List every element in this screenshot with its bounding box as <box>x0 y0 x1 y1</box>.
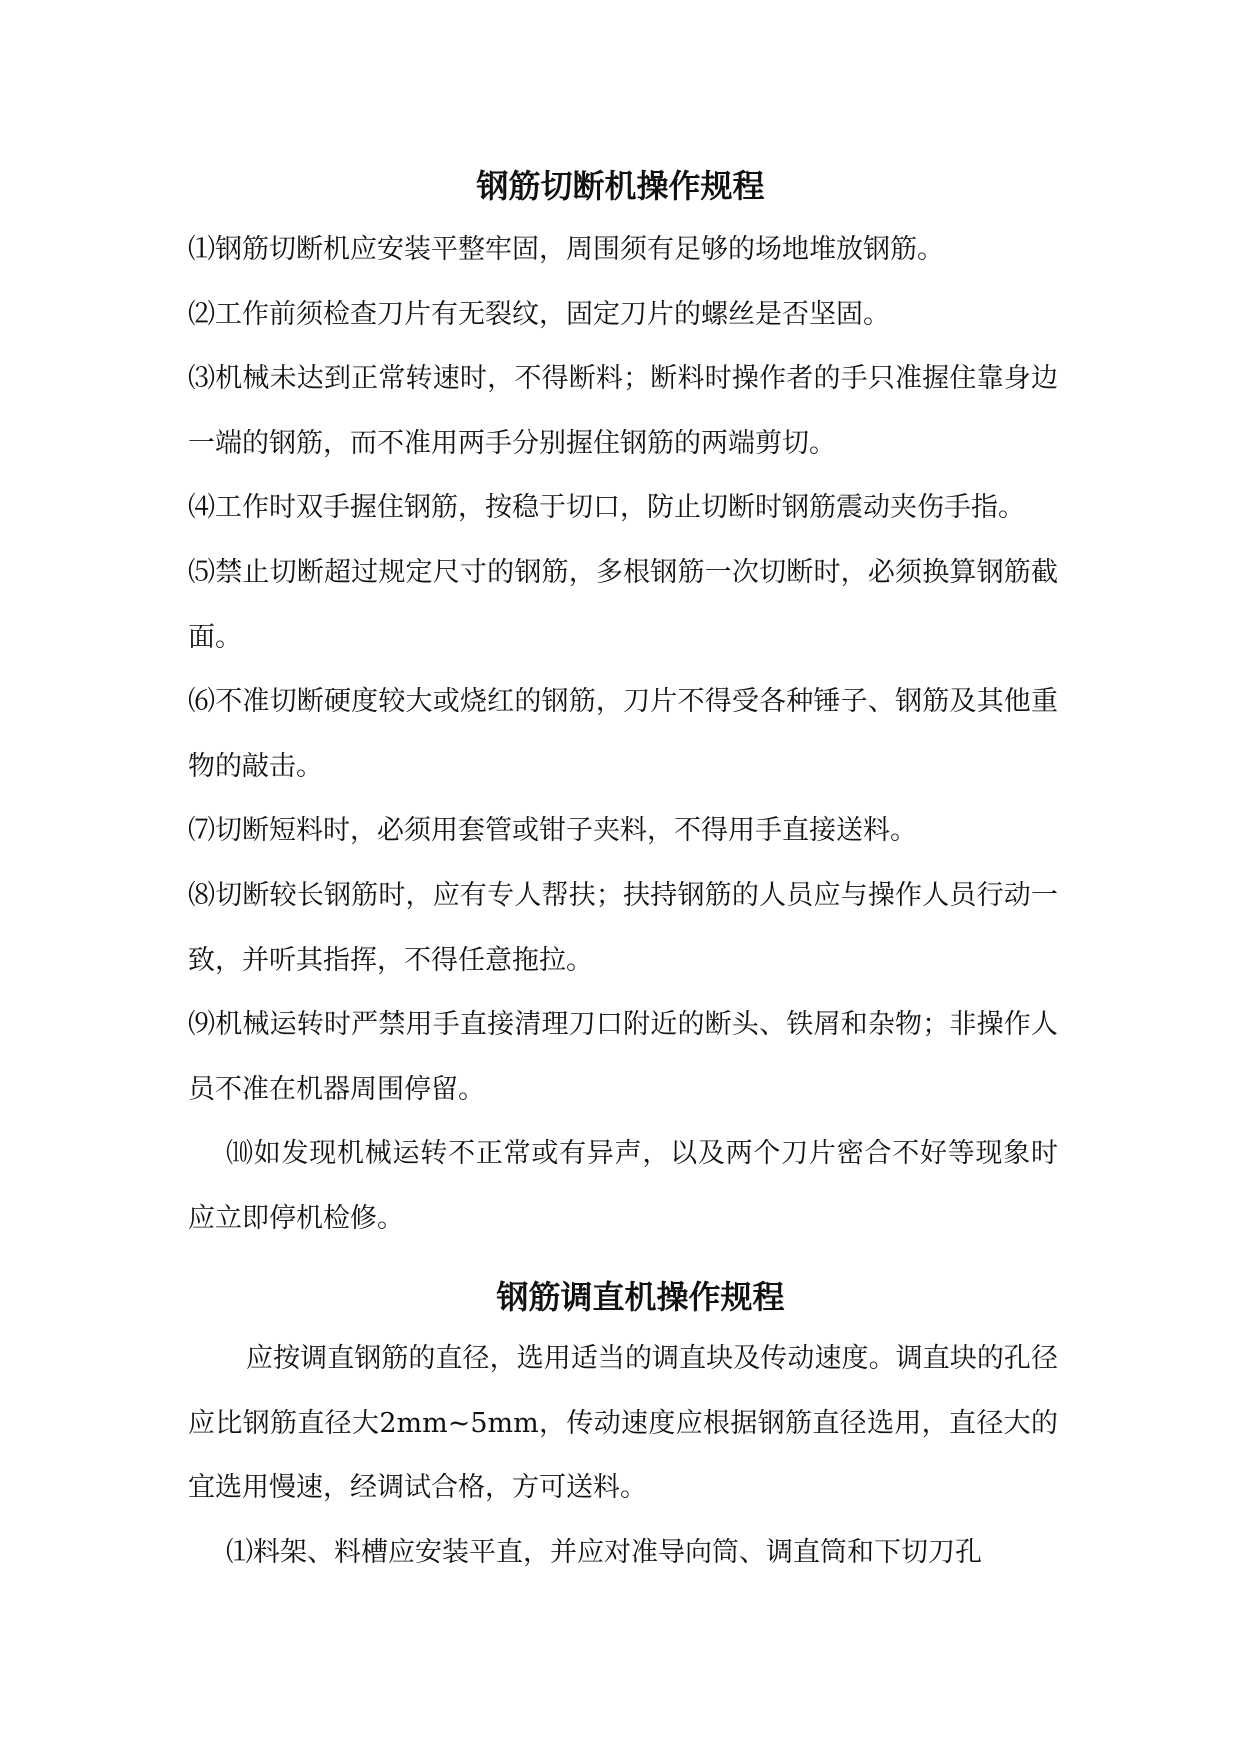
section-body-straightener <box>188 1327 1058 1585</box>
rule-item-8: ⑻切断较长钢筋时，应有专人帮扶；扶持钢筋的人员应与操作人员行动一致，并听其指挥，不得任意拖拉。 <box>188 879 1058 976</box>
rule-item-9: ⑼机械运转时严禁用手直接清理刀口附近的断头、铁屑和杂物；非操作人员不准在机器周围停留。 <box>188 1009 1058 1105</box>
rule-item-3: ⑶机械未达到正常转速时，不得断料；断料时操作者的手只准握住靠身边一端的钢筋，而不准用两手分别握住钢筋的两端剪切。 <box>188 363 1058 459</box>
rule-item-5: ⑸禁止切断超过规定尺寸的钢筋，多根钢筋一次切断时，必须换算钢筋截面。 <box>188 556 1058 653</box>
rule-item-4: ⑷工作时双手握住钢筋，按稳于切口，防止切断时钢筋震动夹伤手指。 <box>188 492 1025 524</box>
rule-item-1: ⑴料架、料槽应安装平直，并应对准导向筒、调直筒和下切刀孔 <box>226 1536 982 1568</box>
section-title-straightener: 钢筋调直机操作规程 <box>496 1278 785 1316</box>
rule-item-6: ⑹不准切断硬度较大或烧红的钢筋，刀片不得受各种锤子、钢筋及其他重物的敲击。 <box>188 686 1058 782</box>
intro-paragraph: 应按调直钢筋的直径，选用适当的调直块及传动速度。调直块的孔径应比钢筋直径大2mm~5mm，传动速度应根据钢筋直径选用，直径大的宜选用慢速，经调试合格，方可送料。 <box>188 1343 1058 1504</box>
section-body-cutter <box>188 218 1058 1252</box>
rule-item-10: ⑽如发现机械运转不正常或有异声，以及两个刀片密合不好等现象时应立即停机检修。 <box>188 1138 1058 1234</box>
rule-item-7: ⑺切断短料时，必须用套管或钳子夹料，不得用手直接送料。 <box>188 815 917 847</box>
rule-item-1: ⑴钢筋切断机应安装平整牢固，周围须有足够的场地堆放钢筋。 <box>188 234 944 265</box>
rule-item-2: ⑵工作前须检查刀片有无裂纹，固定刀片的螺丝是否坚固。 <box>188 298 890 330</box>
section-title-cutter: 钢筋切断机操作规程 <box>476 167 765 205</box>
